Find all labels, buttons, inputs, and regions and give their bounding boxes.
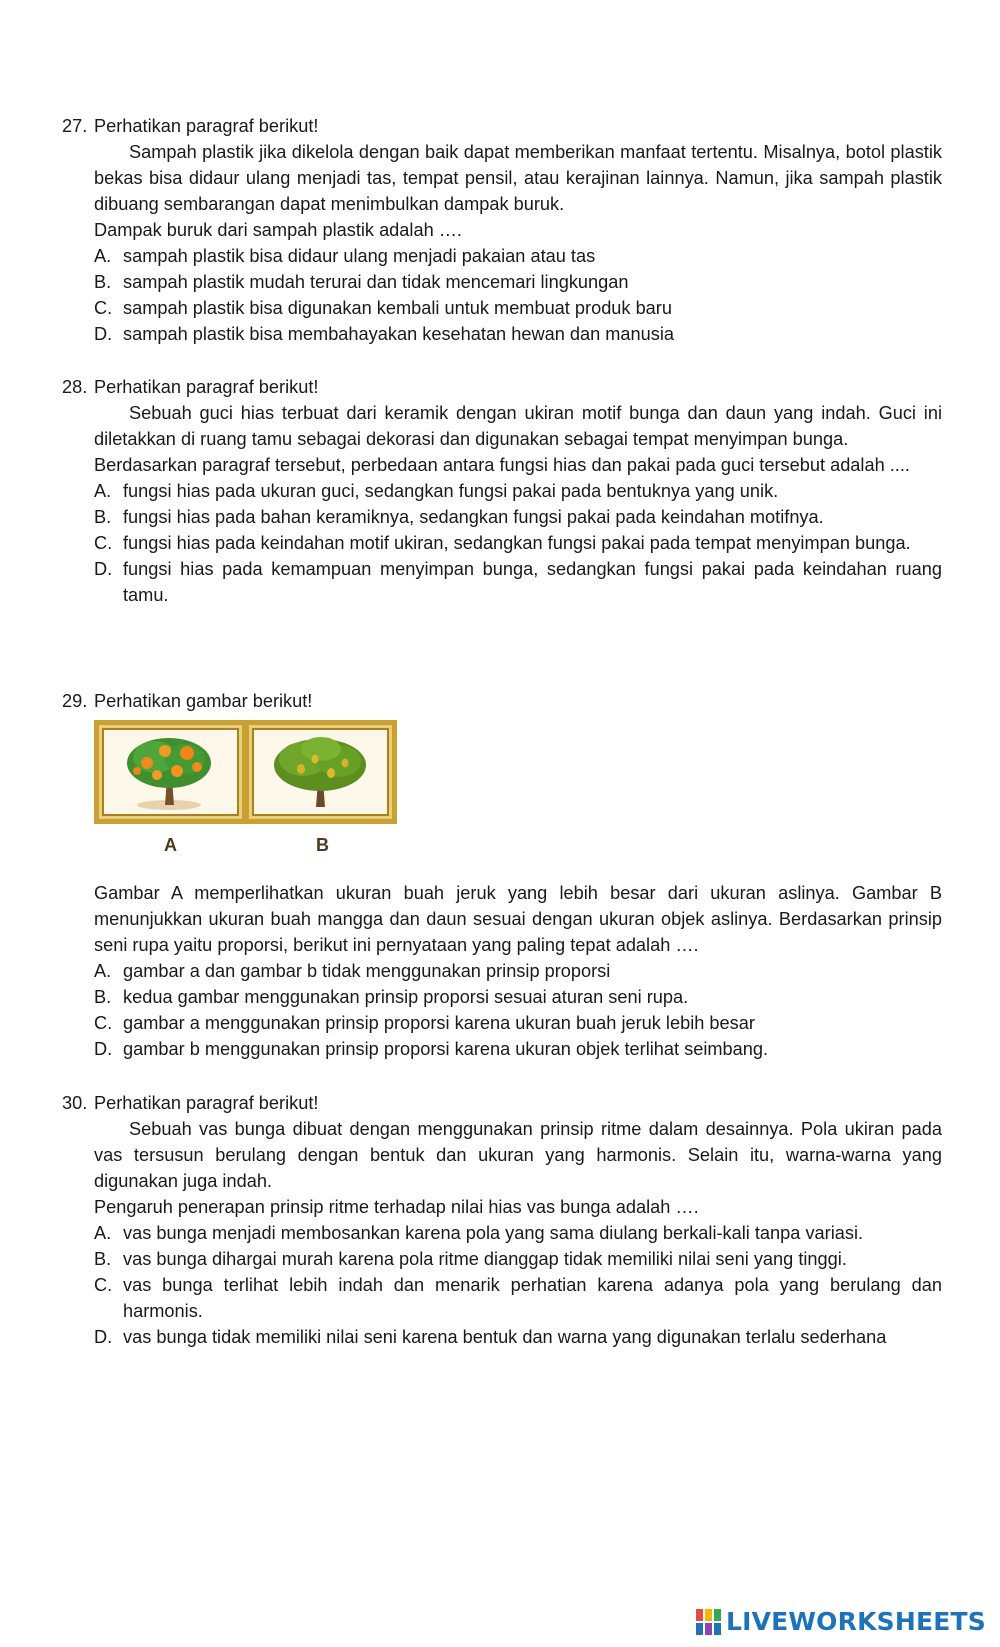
options-list bbox=[94, 243, 942, 347]
option-a[interactable]: A. sampah plastik bisa didaur ulang menjadi pakaian atau tas bbox=[94, 246, 596, 266]
mango-tree-icon bbox=[257, 733, 384, 811]
question-number: 30. bbox=[62, 1093, 88, 1113]
option-a[interactable]: A. vas bunga menjadi membosankan karena pola yang sama diulang berkali-kali tanpa variasi. bbox=[94, 1223, 864, 1243]
question-30 bbox=[62, 1090, 942, 1350]
option-d[interactable]: D. vas bunga tidak memiliki nilai seni karena bentuk dan warna yang digunakan terlalu sederhana bbox=[94, 1327, 887, 1347]
question-28 bbox=[62, 374, 942, 608]
question-paragraph: Sampah plastik jika dikelola dengan baik dapat memberikan manfaat tertentu. Misalnya, botol plastik bekas bisa didaur ulang menjadi tas, tempat pensil, atau kerajinan lainnya. Namun, jika sampah plastik dibuang sembarangan dapat menimbulkan dampak buruk. bbox=[94, 142, 942, 214]
option-d[interactable]: D. sampah plastik bisa membahayakan kesehatan hewan dan manusia bbox=[94, 324, 675, 344]
question-stem: Berdasarkan paragraf tersebut, perbedaan antara fungsi hias dan pakai pada guci tersebut adalah .... bbox=[94, 455, 910, 475]
question-paragraph: Sebuah vas bunga dibuat dengan menggunakan prinsip ritme dalam desainnya. Pola ukiran pada vas tersusun berulang dengan bentuk dan ukuran yang harmonis. Selain itu, warna-warna yang digunakan juga indah. bbox=[94, 1119, 942, 1191]
question-number: 27. bbox=[62, 116, 88, 136]
question-29 bbox=[62, 688, 942, 1062]
option-c[interactable]: C. vas bunga terlihat lebih indah dan menarik perhatian karena adanya pola yang berulang dan harmonis. bbox=[94, 1275, 942, 1321]
orange-tree-icon bbox=[107, 733, 234, 811]
option-b[interactable]: B. kedua gambar menggunakan prinsip proporsi sesuai aturan seni rupa. bbox=[94, 987, 689, 1007]
question-intro: Perhatikan paragraf berikut! bbox=[94, 116, 319, 136]
option-d[interactable]: D. fungsi hias pada kemampuan menyimpan bunga, sedangkan fungsi pakai pada keindahan ruang tamu. bbox=[94, 559, 942, 605]
question-intro: Perhatikan paragraf berikut! bbox=[94, 377, 319, 397]
option-d[interactable]: D. gambar b menggunakan prinsip proporsi karena ukuran objek terlihat seimbang. bbox=[94, 1039, 769, 1059]
options-list bbox=[94, 478, 942, 608]
question-intro: Perhatikan paragraf berikut! bbox=[94, 1093, 319, 1113]
image-label-a: A bbox=[164, 835, 177, 855]
question-intro: Perhatikan gambar berikut! bbox=[94, 691, 313, 711]
question-stem: Pengaruh penerapan prinsip ritme terhadap nilai hias vas bunga adalah …. bbox=[94, 1197, 699, 1217]
question-number: 28. bbox=[62, 377, 88, 397]
question-stem: Gambar A memperlihatkan ukuran buah jeruk yang lebih besar dari ukuran aslinya. Gambar B menunjukkan ukuran buah mangga dan daun sesuai dengan ukuran objek aslinya. Berdasarkan prinsip seni rupa yaitu proporsi, berikut ini pernyataan yang paling tepat adalah …. bbox=[94, 883, 942, 955]
option-c[interactable]: C. sampah plastik bisa digunakan kembali untuk membuat produk baru bbox=[94, 298, 672, 318]
mango-tree-image bbox=[244, 720, 397, 824]
option-a[interactable]: A. fungsi hias pada ukuran guci, sedangkan fungsi pakai pada bentuknya yang unik. bbox=[94, 481, 779, 501]
option-b[interactable]: B. fungsi hias pada bahan keramiknya, sedangkan fungsi pakai pada keindahan motifnya. bbox=[94, 507, 824, 527]
images-row bbox=[94, 720, 942, 870]
options-list bbox=[94, 1220, 942, 1350]
options-list bbox=[94, 958, 942, 1062]
question-paragraph: Sebuah guci hias terbuat dari keramik dengan ukiran motif bunga dan daun yang indah. Guci ini diletakkan di ruang tamu sebagai dekorasi dan digunakan sebagai tempat menyimpan bunga. bbox=[94, 403, 942, 449]
question-number: 29. bbox=[62, 691, 88, 711]
option-a[interactable]: A. gambar a dan gambar b tidak menggunakan prinsip proporsi bbox=[94, 961, 611, 981]
option-b[interactable]: B. vas bunga dihargai murah karena pola ritme dianggap tidak memiliki nilai seni yang tinggi. bbox=[94, 1249, 847, 1269]
option-c[interactable]: C. fungsi hias pada keindahan motif ukiran, sedangkan fungsi pakai pada tempat menyimpan bunga. bbox=[94, 533, 911, 553]
question-27 bbox=[62, 113, 942, 347]
logo-text: LIVEWORKSHEETS bbox=[725, 1607, 986, 1636]
question-stem: Dampak buruk dari sampah plastik adalah …. bbox=[94, 220, 462, 240]
orange-tree-image bbox=[94, 720, 247, 824]
liveworksheets-logo bbox=[696, 1607, 986, 1637]
option-b[interactable]: B. sampah plastik mudah terurai dan tidak mencemari lingkungan bbox=[94, 272, 629, 292]
image-label-b: B bbox=[316, 835, 329, 855]
option-c[interactable]: C. gambar a menggunakan prinsip proporsi karena ukuran buah jeruk lebih besar bbox=[94, 1013, 755, 1033]
logo-blocks-icon bbox=[696, 1609, 722, 1635]
